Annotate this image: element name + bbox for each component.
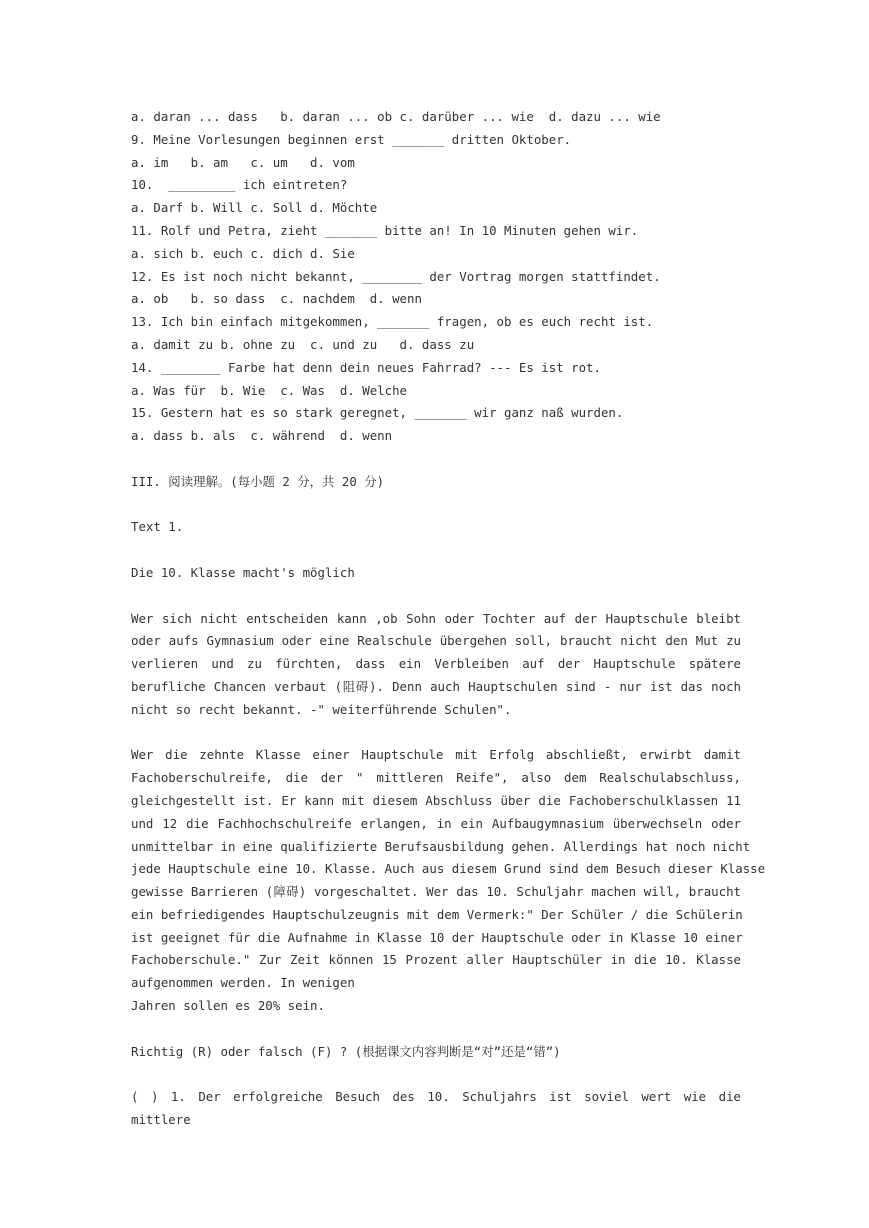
q11-options: a. sich b. euch c. dich d. Sie	[131, 245, 355, 261]
q14-options: a. Was für b. Wie c. Was d. Welche	[131, 382, 408, 398]
q13-question: 13. Ich bin einfach mitgekommen, _______ fragen, ob es euch recht ist.	[131, 314, 654, 330]
paragraph-line: unmittelbar in eine qualifizierte Berufsausbildung gehen. Allerdings hat noch nicht	[131, 838, 751, 854]
paragraph-1	[131, 608, 741, 722]
text-label: Text 1.	[131, 519, 184, 535]
q12-options: a. ob b. so dass c. nachdem d. wenn	[131, 291, 422, 307]
q8-options: a. daran ... dass b. daran ... ob c. darüber ... wie d. dazu ... wie	[131, 109, 661, 124]
paragraph-line: jede Hauptschule eine 10. Klasse. Auch aus diesem Grund sind dem Besuch dieser Klasse	[131, 861, 766, 877]
q13-options: a. damit zu b. ohne zu c. und zu d. dass zu	[131, 336, 475, 352]
q15-options: a. dass b. als c. während d. wenn	[131, 428, 393, 444]
paragraph-line: Fachoberschule." Zur Zeit können 15 Prozent aller Hauptschüler in die 10. Klasse	[131, 952, 741, 968]
document-page	[131, 106, 766, 1128]
q9-options: a. im b. am c. um d. vom	[131, 154, 355, 170]
paragraph-line: nicht so recht bekannt. -" weiterführende Schulen".	[131, 701, 512, 717]
section-heading: III. 阅读理解。(每小题 2 分，共 20 分)	[131, 473, 385, 489]
paragraph-line: ein befriedigendes Hauptschulzeugnis mit dem Vermerk:" Der Schüler / die Schülerin	[131, 906, 743, 922]
q14-question: 14. ________ Farbe hat denn dein neues Fahrrad? --- Es ist rot.	[131, 359, 601, 375]
paragraph-line: Fachoberschulreife, die der " mittleren Reife", also dem Realschulabschluss,	[131, 770, 741, 786]
paragraph-line: ist geeignet für die Aufnahme in Klasse 10 der Hauptschule oder in Klasse 10 einer	[131, 929, 743, 945]
paragraph-2	[131, 744, 766, 1018]
paragraph-line: gleichgestellt ist. Er kann mit diesem Abschluss über die Fachoberschulklassen 11	[131, 792, 741, 808]
paragraph-line: aufgenommen werden. In wenigen	[131, 975, 355, 991]
instruction: Richtig (R) oder falsch (F) ? (根据课文内容判断是“对”还是“错”)	[131, 1043, 561, 1059]
paragraph-line: oder aufs Gymnasium oder eine Realschule übergehen soll, braucht nicht den Mut zu	[131, 633, 741, 649]
paragraph-line: Jahren sollen es 20% sein.	[131, 998, 325, 1014]
q10-question: 10. _________ ich eintreten?	[131, 177, 348, 193]
paragraph-line: Wer sich nicht entscheiden kann ,ob Sohn oder Tochter auf der Hauptschule bleibt	[131, 610, 741, 626]
q12-question: 12. Es ist noch nicht bekannt, ________ der Vortrag morgen stattfindet.	[131, 268, 661, 284]
paragraph-line: und 12 die Fachhochschulreife erlangen, in ein Aufbaugymnasium überwechseln oder	[131, 815, 741, 831]
paragraph-line: berufliche Chancen verbaut (阻碍). Denn auch Hauptschulen sind - nur ist das noch	[131, 678, 741, 694]
paragraph-line: gewisse Barrieren (障碍) vorgeschaltet. Wer das 10. Schuljahr machen will, braucht	[131, 884, 741, 900]
paragraph-line: verlieren und zu fürchten, dass ein Verbleiben auf der Hauptschule spätere	[131, 656, 741, 672]
q9-question: 9. Meine Vorlesungen beginnen erst _______ dritten Oktober.	[131, 131, 572, 147]
paragraph-line: Wer die zehnte Klasse einer Hauptschule mit Erfolg abschließt, erwirbt damit	[131, 747, 741, 763]
text-title: Die 10. Klasse macht's möglich	[131, 564, 355, 580]
q15-question: 15. Gestern hat es so stark geregnet, _______ wir ganz naß wurden.	[131, 405, 624, 421]
q10-options: a. Darf b. Will c. Soll d. Möchte	[131, 200, 378, 216]
statement-1: ( ) 1. Der erfolgreiche Besuch des 10. Schuljahrs ist soviel wert wie die mittlere	[131, 1089, 741, 1128]
q11-question: 11. Rolf und Petra, zieht _______ bitte an! In 10 Minuten gehen wir.	[131, 222, 639, 238]
